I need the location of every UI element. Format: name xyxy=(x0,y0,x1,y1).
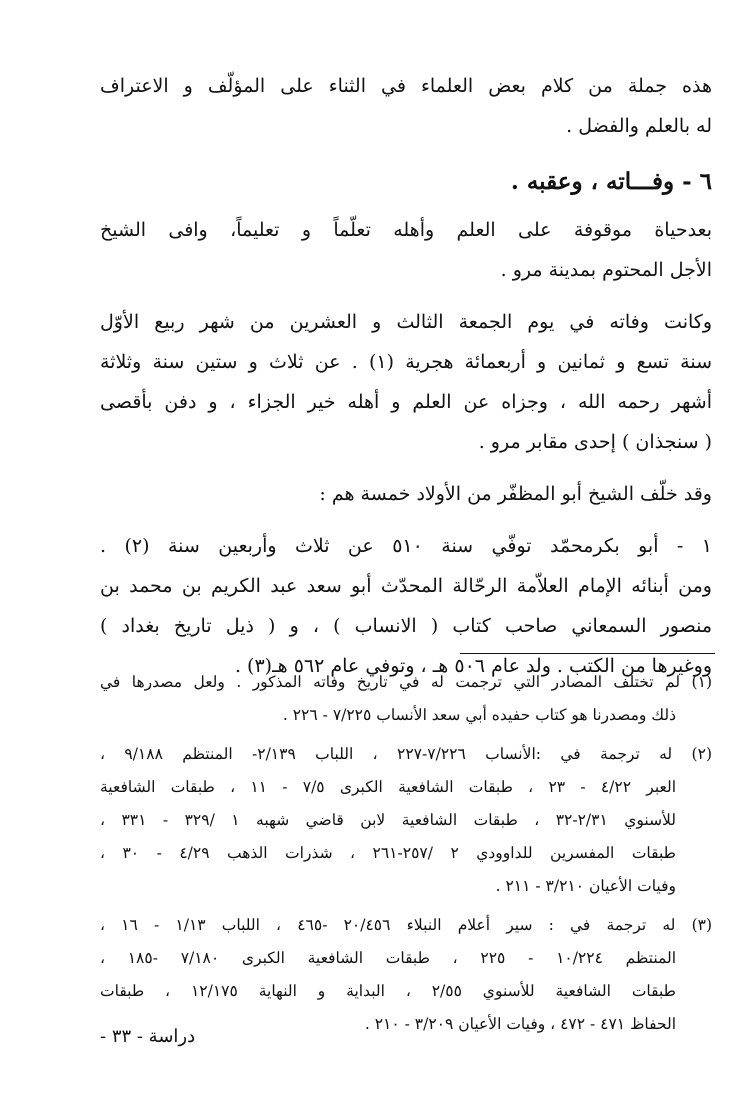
footnote-divider xyxy=(460,653,715,654)
footnotes xyxy=(100,666,712,1041)
text-line: ١ - أبو بكرمحمّد توفّي سنة ٥١٠ عن ثلاث وأربعين سنة (٢) . xyxy=(100,535,712,557)
footnote-marker: (٢) xyxy=(691,745,712,763)
footnote-line: الحفاظ ٤٧١ - ٤٧٢ ، وفيات الأعيان ٣/٢٠٩ - ٢١٠ . xyxy=(364,1015,676,1033)
paragraph-death xyxy=(100,210,712,290)
text-line: ( سنجذان ) إحدى مقابر مرو . xyxy=(478,431,712,453)
text-line: منصور السمعاني صاحب كتاب ( الانساب ) ، و ( ذيل تاريخ بغداد ) xyxy=(100,615,712,637)
paragraph-sons xyxy=(100,526,712,686)
footnote-2 xyxy=(100,738,712,903)
footnote-line xyxy=(100,666,712,699)
footnote-line: للأسنوي ٢/٣١-٣٢ ، طبقات الشافعية لابن قاضي شهبه ١ /٣٢٩ - ٣٣١ ، xyxy=(100,811,677,829)
footnote-text: لم تختلف المصادر التي ترجمت له في تاريخ وفاته المذكور . ولعل مصدرها في xyxy=(100,673,681,691)
footnote-line: العبر ٤/٢٢ - ٢٣ ، طبقات الشافعية الكبرى ٧/٥ - ١١ ، طبقات الشافعية xyxy=(100,778,677,796)
text-line: سنة تسع و ثمانين و أربعمائة هجرية (١) . عن ثلاث و ستين سنة وثلاثة xyxy=(100,351,712,373)
text-line: هذه جملة من كلام بعض العلماء في الثناء على المؤلّف و الاعتراف xyxy=(100,75,712,97)
footnote-text: له ترجمة في :الأنساب ٧/٢٢٦-٢٢٧ ، اللباب ٢/١٣٩- المنتظم ٩/١٨٨ ، xyxy=(100,745,673,763)
text-line: وكانت وفاته في يوم الجمعة الثالث و العشرين من شهر ربيع الأوّل xyxy=(100,311,712,333)
paragraph-children xyxy=(100,474,712,514)
paragraph-date xyxy=(100,302,712,462)
main-text xyxy=(100,66,712,686)
footnote-line: المنتظم ١٠/٢٢٤ - ٢٢٥ ، طبقات الشافعية الكبرى ٧/١٨٠ -١٨٥ ، xyxy=(100,949,677,967)
footnote-text: له ترجمة في : سير أعلام النبلاء ٢٠/٤٥٦ -٤٦٥ ، اللباب ١/١٣ - ١٦ ، xyxy=(100,916,676,934)
footnote-line xyxy=(100,909,712,942)
footnote-line: ذلك ومصدرنا هو كتاب حفيده أبي سعد الأنساب ٧/٢٢٥ - ٢٢٦ . xyxy=(282,706,676,724)
footnote-3 xyxy=(100,909,712,1041)
text-line: بعدحياة موقوفة على العلم وأهله تعلّماً و تعليماً، وافى الشيخ xyxy=(100,219,712,241)
footnote-line: طبقات المفسرين للداوودي ٢ /٢٥٧-٢٦١ ، شذرات الذهب ٤/٢٩ - ٣٠ ، xyxy=(100,844,677,862)
text-line: ووغيرها من الكتب . ولد عام ٥٠٦ هـ ، وتوفي عام ٥٦٢ هـ(٣) . xyxy=(234,655,712,677)
paragraph-praise xyxy=(100,66,712,146)
text-line: ومن أبنائه الإمام العلاّمة الرحّالة المحدّث أبو سعد عبد الكريم بن محمد بن xyxy=(100,575,712,597)
footnote-line: وفيات الأعيان ٣/٢١٠ - ٢١١ . xyxy=(495,877,676,895)
text-line: أشهر رحمه الله ، وجزاه عن العلم و أهله خير الجزاء ، و دفن بأقصى xyxy=(100,391,712,413)
text-line: وقد خلّف الشيخ أبو المظفّر من الأولاد خمسة هم : xyxy=(319,483,712,505)
footnote-line: طبقات الشافعية للأسنوي ٢/٥٥ ، البداية و النهاية ١٢/١٧٥ ، طبقات xyxy=(100,982,676,1000)
footnote-marker: (١) xyxy=(691,673,712,691)
footnote-marker: (٣) xyxy=(691,916,712,934)
page-number: دراسة - ٣٣ - xyxy=(100,1026,196,1047)
footnote-1 xyxy=(100,666,712,732)
footnote-line xyxy=(100,738,712,771)
section-heading: ٦ - وفـــاته ، وعقبه . xyxy=(510,168,712,195)
text-line: له بالعلم والفضل . xyxy=(566,115,712,137)
text-line: الأجل المحتوم بمدينة مرو . xyxy=(500,259,712,281)
